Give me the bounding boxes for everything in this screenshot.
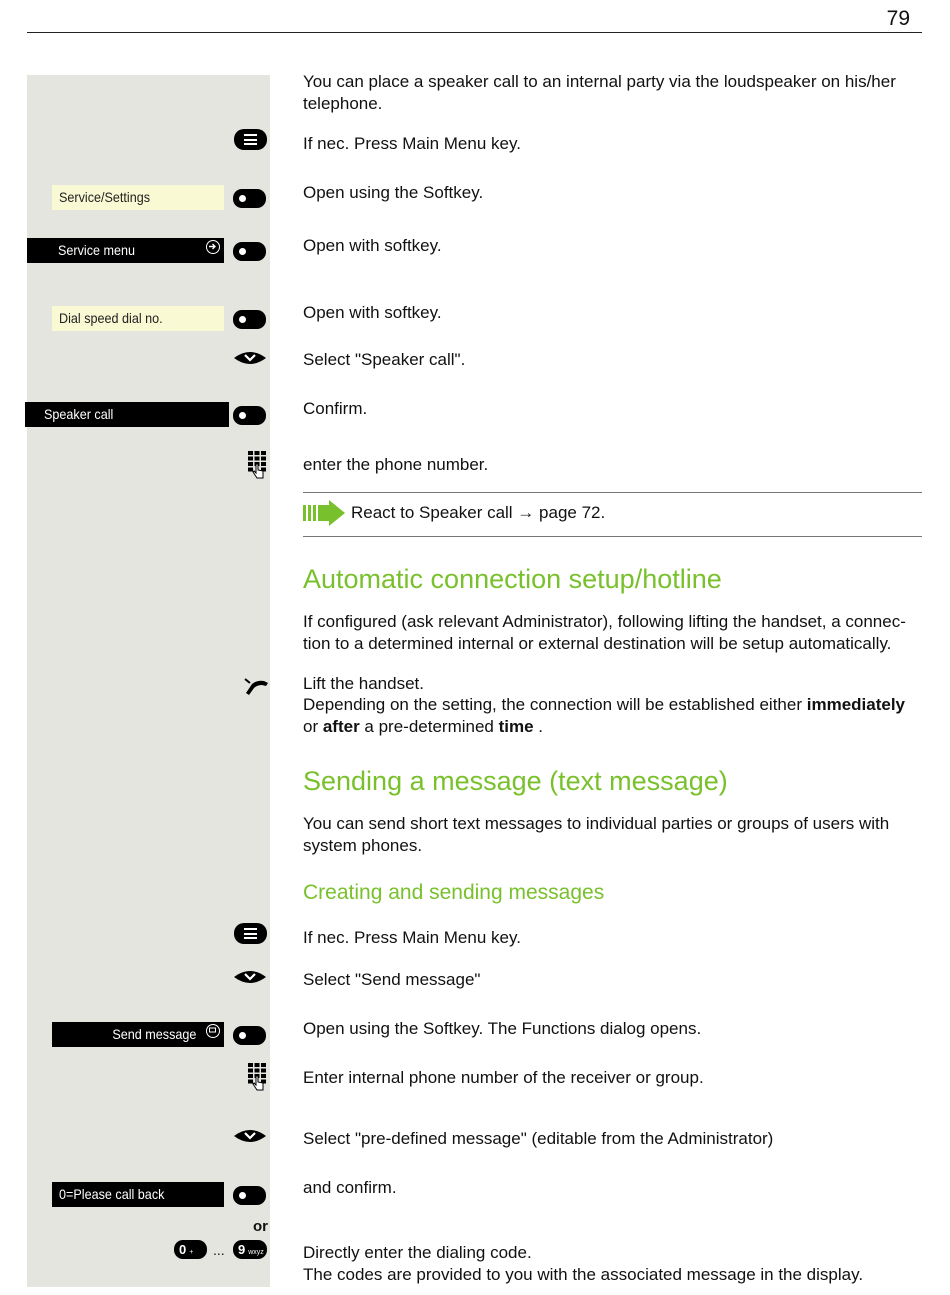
page-number: 79: [886, 7, 910, 30]
softkey-icon: [233, 1186, 266, 1205]
note-rule-top: [303, 492, 922, 493]
main-menu-key-icon: [234, 129, 267, 150]
speaker-step-service: Open using the Softkey.: [303, 183, 484, 202]
display-label-speaker-call: [25, 402, 229, 427]
message-step-direct-line1: Directly enter the dialing code.: [303, 1243, 532, 1262]
dialpad-icon: [248, 451, 268, 479]
navigation-key-icon: [233, 1126, 267, 1146]
speaker-step-select: Select "Speaker call".: [303, 350, 466, 369]
hotline-title: Automatic connection setup/hotline: [303, 564, 722, 594]
speaker-step-confirm: Confirm.: [303, 399, 368, 418]
hotline-desc-end: .: [533, 716, 544, 736]
hotline-description: [303, 694, 923, 737]
note-arrow-icon: [303, 500, 345, 526]
softkey-icon: [233, 406, 266, 425]
softkey-icon: [233, 189, 266, 208]
hotline-lift: Lift the handset.: [303, 674, 424, 693]
display-label-text: Send message: [111, 1026, 196, 1042]
key-nine-label: 9: [238, 1242, 246, 1257]
header-rule: [27, 32, 922, 33]
hotline-desc-after: after: [322, 716, 360, 736]
display-label-text: Service menu: [58, 242, 136, 258]
note-text: React to Speaker call → page 72.: [351, 503, 606, 522]
display-label-text: 0=Please call back: [59, 1186, 165, 1202]
message-subtitle: Creating and sending messages: [303, 881, 605, 904]
softkey-icon: [233, 310, 266, 329]
display-label-text: Dial speed dial no.: [59, 310, 163, 326]
speaker-step-service-menu: Open with softkey.: [303, 236, 442, 255]
speaker-intro: You can place a speaker call to an internal party via the loudspeaker on his/her telephone.: [303, 72, 896, 113]
message-intro: You can send short text messages to individual parties or groups of users with system phones.: [303, 814, 890, 855]
key-zero-sub: +: [189, 1249, 194, 1256]
softkey-icon: [233, 242, 266, 261]
key-zero-icon: [174, 1240, 207, 1259]
message-step-select: Select "Send message": [303, 970, 481, 989]
speaker-step-number: enter the phone number.: [303, 455, 489, 474]
display-label-service-menu: [27, 238, 224, 263]
message-icon: [206, 1024, 220, 1038]
key-nine-sub: wxyz: [248, 1249, 264, 1256]
display-label-text: Service/Settings: [59, 189, 151, 205]
note-rule-bottom: [303, 536, 922, 537]
forward-arrow-icon: [206, 240, 220, 254]
hotline-desc-or: or: [303, 716, 323, 736]
message-title: Sending a message (text message): [303, 766, 728, 796]
message-step-menu: If nec. Press Main Menu key.: [303, 928, 521, 947]
hotline-desc-b: a pre-determined: [359, 716, 499, 736]
message-step-predefined: Select "pre-defined message" (editable from the Administrator): [303, 1129, 774, 1148]
message-step-confirm: and confirm.: [303, 1178, 397, 1197]
speaker-step-menu: If nec. Press Main Menu key.: [303, 134, 521, 153]
main-menu-key-icon: [234, 923, 267, 944]
hotline-intro: If configured (ask relevant Administrator), following lifting the handset, a connec-tion to a determined internal or external destination will be setup automatically.: [303, 612, 906, 653]
hotline-desc-immediately: immediately: [806, 695, 905, 714]
dialpad-icon: [248, 1063, 268, 1091]
key-zero-label: 0: [179, 1242, 187, 1257]
key-nine-icon: [233, 1240, 267, 1259]
softkey-icon: [233, 1026, 266, 1045]
message-step-open: Open using the Softkey. The Functions dialog opens.: [303, 1019, 702, 1038]
message-step-enter: Enter internal phone number of the receiver or group.: [303, 1068, 704, 1087]
ellipsis: ...: [213, 1242, 225, 1258]
lift-handset-icon: [242, 675, 270, 697]
message-step-direct: [303, 1242, 923, 1285]
display-label-dial-speed-dial: [52, 306, 224, 331]
navigation-key-icon: [233, 967, 267, 987]
speaker-step-speed-dial: Open with softkey.: [303, 303, 442, 322]
display-label-service-settings: [52, 185, 224, 210]
display-label-text: Speaker call: [44, 406, 114, 422]
navigation-key-icon: [233, 348, 267, 368]
or-label: or: [253, 1218, 268, 1235]
hotline-desc-a: Depending on the setting, the connection will be established either: [303, 695, 807, 714]
hotline-desc-time: time: [498, 716, 534, 736]
display-label-send-message: [52, 1022, 224, 1047]
display-label-please-call-back: [52, 1182, 224, 1207]
message-step-codes: The codes are provided to you with the associated message in the display.: [303, 1264, 864, 1284]
